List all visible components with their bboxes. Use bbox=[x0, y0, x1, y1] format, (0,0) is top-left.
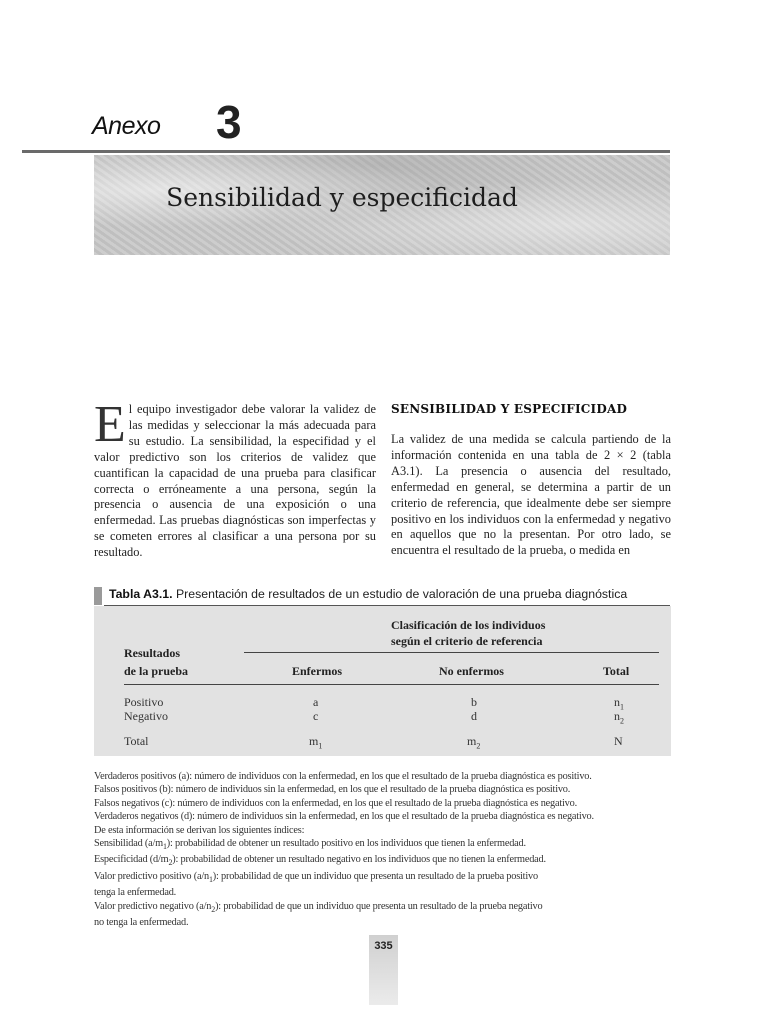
note-false-negatives: Falsos negativos (c): número de individuos con la enfermedad, en los que el resultado de la prueba diagnóstica es negativo. bbox=[94, 797, 577, 809]
note-npv: Valor predictivo negativo $(a/n_2)$: probabilidad de que un individuo que presenta un resultado de la prueba negativo bbox=[94, 900, 543, 914]
caption-marker bbox=[94, 587, 102, 605]
table-caption-text: Presentación de resultados de un estudio de valoración de una prueba diagnóstica bbox=[175, 587, 628, 601]
cell-positivo-enfermos: a bbox=[313, 695, 319, 709]
cell-negativo-no-enfermos: d bbox=[471, 709, 477, 723]
col-header-no-enfermos: No enfermos bbox=[439, 664, 504, 678]
note-sensitivity: Sensibilidad $(a/m_1)$: probabilidad de obtener un resultado positivo en los individuos que tienen la enfermedad. bbox=[94, 838, 526, 852]
section-paragraph: La validez de una medida se calcula partiendo de la información contenida en una tabla de 2 × 2 (tabla A3.1). La presencia o ausencia del resultado, enfermedad en general, se determina a partir de un criterio de referencia, que idealmente debe ser siempre positivo en los individuos con la enfermedad y negativo en aquellos que no la presentan. Por otro lado, se encuentra el resultado de la prueba, o medida en bbox=[391, 432, 671, 558]
row-header-line-2: de la prueba bbox=[124, 664, 189, 678]
cell-total-no-enfermos: $m_2$ bbox=[467, 734, 481, 751]
col-header-total: Total bbox=[603, 664, 630, 678]
cell-negativo-total: $n_2$ bbox=[614, 709, 624, 726]
row-header-line-1: Resultados bbox=[124, 646, 181, 660]
note-npv-continued: no tenga la enfermedad. bbox=[94, 917, 189, 929]
annex-number: 3 bbox=[216, 96, 242, 148]
note-ppv-continued: tenga la enfermedad. bbox=[94, 887, 177, 899]
table-notes bbox=[94, 770, 694, 930]
note-indices-intro: De esta información se derivan los siguientes índices: bbox=[94, 824, 305, 836]
header-rule bbox=[124, 684, 659, 685]
table-caption-id: Tabla A3.1. bbox=[109, 587, 173, 601]
title-band bbox=[94, 155, 670, 255]
header-rule bbox=[22, 150, 670, 153]
col-header-enfermos: Enfermos bbox=[292, 664, 342, 678]
group-header-rule bbox=[244, 652, 659, 653]
chapter-title: Sensibilidad y especificidad bbox=[166, 183, 518, 212]
group-header-line-2: según el criterio de referencia bbox=[391, 634, 543, 648]
row-label-total: Total bbox=[124, 734, 149, 748]
page-tab bbox=[369, 935, 398, 1005]
page-number: 335 bbox=[374, 940, 393, 952]
row-label-negativo: Negativo bbox=[124, 709, 168, 723]
note-true-positives: Verdaderos positivos (a): número de individuos con la enfermedad, en los que el resultado de la prueba diagnóstica es positivo. bbox=[94, 771, 592, 782]
intro-text: l equipo investigador debe valorar la validez de las medidas y seleccionar la más adecuada para su estudio. La sensibilidad, la especifidad y el valor predictivo son los criterios de validez que cuantifican la capacidad de una prueba para clasificar correcta o erróneamente a una persona, según la presencia o ausencia de una exposición o una enfermedad. Las pruebas diagnósticas son imperfectas y se cometen errores al clasificar a una persona por su resultado. bbox=[94, 402, 376, 560]
table-caption bbox=[109, 587, 627, 601]
cell-total-enfermos: $m_1$ bbox=[309, 734, 323, 751]
note-false-positives: Falsos positivos (b): número de individuos sin la enfermedad, en los que el resultado de la prueba diagnóstica es positivo. bbox=[94, 784, 571, 796]
section-heading: SENSIBILIDAD Y ESPECIFICIDAD bbox=[391, 402, 628, 416]
cell-negativo-enfermos: c bbox=[313, 709, 319, 723]
cell-positivo-no-enfermos: b bbox=[471, 695, 477, 709]
drop-cap: E bbox=[94, 396, 126, 453]
note-ppv: Valor predictivo positivo $(a/n_1)$: probabilidad de que un individuo que presenta un resultado de la prueba positivo bbox=[94, 870, 538, 884]
annex-label: Anexo bbox=[92, 112, 161, 140]
cell-positivo-total: $n_1$ bbox=[614, 695, 624, 712]
note-true-negatives: Verdaderos negativos (d): número de individuos sin la enfermedad, en los que el resultado de la prueba diagnóstica es negativo. bbox=[94, 811, 594, 823]
results-table bbox=[94, 606, 671, 756]
note-specificity: Especificidad $(d/m_2)$: probabilidad de obtener un resultado negativo en los individuos que no tienen la enfermedad. bbox=[94, 854, 546, 868]
row-label-positivo: Positivo bbox=[124, 695, 164, 709]
intro-paragraph bbox=[94, 396, 376, 561]
cell-total-total: N bbox=[614, 734, 623, 748]
group-header-line-1: Clasificación de los individuos bbox=[391, 618, 546, 632]
